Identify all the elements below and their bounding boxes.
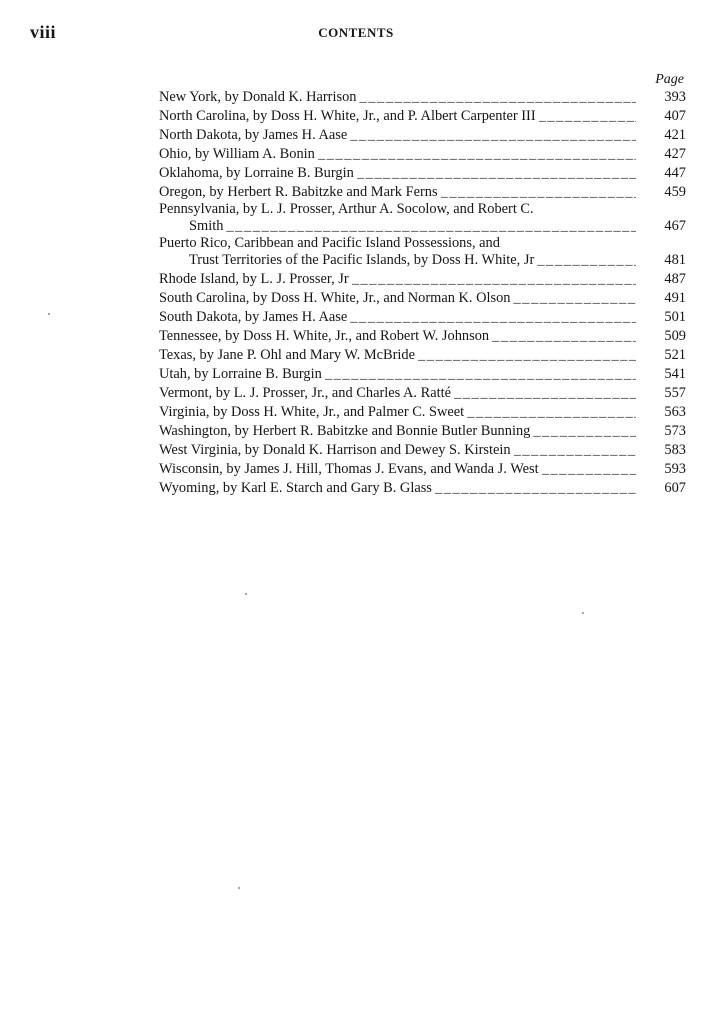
toc-page-number: 447 (664, 165, 686, 181)
dot-leader (514, 442, 636, 459)
toc-page-number: 481 (664, 252, 686, 268)
toc-entry-text (159, 235, 646, 269)
toc-entry-text (159, 366, 646, 383)
toc-entry-line (159, 184, 646, 201)
toc-page-number: 563 (664, 404, 686, 420)
toc-entry (159, 163, 686, 182)
toc-entry-title: North Carolina, by Doss H. White, Jr., and P. Albert Carpenter III (159, 108, 536, 124)
toc-entry-title: Vermont, by L. J. Prosser, Jr., and Charles A. Ratté (159, 385, 451, 401)
dot-leader (435, 480, 636, 497)
scan-speck (48, 313, 50, 315)
dot-leader (513, 290, 636, 307)
toc-entry-text (159, 108, 646, 125)
toc-entries (159, 87, 686, 497)
toc-entry-line (159, 442, 646, 459)
toc-entry-title: Oregon, by Herbert R. Babitzke and Mark Ferns (159, 184, 438, 200)
toc-page-number: 427 (664, 146, 686, 162)
toc-page-number: 467 (664, 218, 686, 234)
dot-leader (542, 461, 636, 478)
toc-entry (159, 182, 686, 201)
toc-entry-line (159, 480, 646, 497)
toc-entry (159, 307, 686, 326)
dot-leader (539, 108, 636, 125)
toc-entry-title: Wisconsin, by James J. Hill, Thomas J. Evans, and Wanda J. West (159, 461, 539, 477)
toc-entry-line (159, 290, 646, 307)
toc-entry-text (159, 146, 646, 163)
toc-entry-title: Pennsylvania, by L. J. Prosser, Arthur A. Socolow, and Robert C. (159, 201, 534, 217)
toc-entry-line (159, 165, 646, 182)
toc-page-number: 459 (664, 184, 686, 200)
toc-entry-line (159, 108, 646, 125)
toc-entry-title: Oklahoma, by Lorraine B. Burgin (159, 165, 354, 181)
toc-entry (159, 269, 686, 288)
toc-entry (159, 235, 686, 269)
toc-entry-text (159, 480, 646, 497)
running-head: CONTENTS (318, 25, 394, 40)
toc-entry-line (159, 309, 646, 326)
toc-entry-continuation-line (159, 252, 646, 269)
toc-entry-text (159, 347, 646, 364)
toc-entry-title: South Dakota, by James H. Aase (159, 309, 348, 325)
dot-leader (357, 165, 636, 182)
toc-entry-line (159, 461, 646, 478)
dot-leader (454, 385, 636, 402)
toc-entry-title: Ohio, by William A. Bonin (159, 146, 315, 162)
toc-entry (159, 106, 686, 125)
dot-leader (537, 252, 636, 269)
toc-entry (159, 440, 686, 459)
dot-leader (359, 89, 636, 106)
toc-page-number: 541 (664, 366, 686, 382)
toc-entry-line (159, 235, 646, 252)
toc-entry-text (159, 290, 646, 307)
dot-leader (325, 366, 636, 383)
toc-entry-line (159, 201, 646, 218)
toc-page-number: 557 (664, 385, 686, 401)
toc-page-number: 607 (664, 480, 686, 496)
toc-entry-line (159, 127, 646, 144)
toc-page-number: 573 (664, 423, 686, 439)
toc-entry-text (159, 309, 646, 326)
toc-entry-text (159, 271, 646, 288)
dot-leader (350, 127, 636, 144)
toc-entry-text (159, 442, 646, 459)
toc-entry (159, 201, 686, 235)
toc-entry-title: Texas, by Jane P. Ohl and Mary W. McBride (159, 347, 415, 363)
toc-entry-title: Rhode Island, by L. J. Prosser, Jr (159, 271, 349, 287)
toc-entry-line (159, 347, 646, 364)
dot-leader (226, 218, 636, 235)
toc-entry-text (159, 165, 646, 182)
toc-entry-continuation-line (159, 218, 646, 235)
toc-entry-line (159, 89, 646, 106)
toc-entry (159, 125, 686, 144)
toc-entry-title: Trust Territories of the Pacific Islands, by Doss H. White, Jr (189, 252, 535, 268)
toc-entry-text (159, 328, 646, 345)
dot-leader (467, 404, 636, 421)
toc-page-number: 487 (664, 271, 686, 287)
toc-page-number: 421 (664, 127, 686, 143)
toc-page-number: 509 (664, 328, 686, 344)
scan-speck (582, 612, 584, 614)
dot-leader (492, 328, 636, 345)
toc-entry-line (159, 385, 646, 402)
toc-page-number: 501 (664, 309, 686, 325)
toc-page-number: 393 (664, 89, 686, 105)
toc-page-number: 583 (664, 442, 686, 458)
table-of-contents (159, 72, 686, 497)
toc-entry-title: Puerto Rico, Caribbean and Pacific Island Possessions, and (159, 235, 500, 251)
toc-entry-title: Virginia, by Doss H. White, Jr., and Palmer C. Sweet (159, 404, 465, 420)
toc-entry-text (159, 423, 646, 440)
toc-entry (159, 364, 686, 383)
toc-entry (159, 402, 686, 421)
toc-page-number: 521 (664, 347, 686, 363)
toc-entry-line (159, 146, 646, 163)
toc-page-number: 593 (664, 461, 686, 477)
toc-entry-line (159, 423, 646, 440)
dot-leader (441, 184, 636, 201)
page-number: viii (30, 22, 57, 42)
toc-entry-text (159, 404, 646, 421)
toc-entry-title: Wyoming, by Karl E. Starch and Gary B. Glass (159, 480, 432, 496)
toc-entry-line (159, 328, 646, 345)
toc-entry (159, 459, 686, 478)
toc-entry-line (159, 404, 646, 421)
toc-entry-title: Washington, by Herbert R. Babitzke and Bonnie Butler Bunning (159, 423, 531, 439)
toc-entry (159, 383, 686, 402)
dot-leader (318, 146, 636, 163)
toc-entry (159, 478, 686, 497)
dot-leader (350, 309, 636, 326)
toc-entry-text (159, 461, 646, 478)
toc-page-number: 407 (664, 108, 686, 124)
toc-entry (159, 326, 686, 345)
toc-entry-title: South Carolina, by Doss H. White, Jr., and Norman K. Olson (159, 290, 511, 306)
toc-entry-title: North Dakota, by James H. Aase (159, 127, 348, 143)
toc-page-number: 491 (664, 290, 686, 306)
scan-speck (238, 887, 240, 889)
toc-entry-text (159, 184, 646, 201)
scan-speck (245, 593, 247, 595)
toc-entry-line (159, 271, 646, 288)
toc-entry-title: Utah, by Lorraine B. Burgin (159, 366, 322, 382)
dot-leader (533, 423, 636, 440)
toc-entry-text (159, 89, 646, 106)
toc-entry-title: New York, by Donald K. Harrison (159, 89, 357, 105)
toc-entry (159, 87, 686, 106)
toc-entry-title: Tennessee, by Doss H. White, Jr., and Robert W. Johnson (159, 328, 490, 344)
page-column-label: Page (655, 72, 684, 87)
dot-leader (418, 347, 636, 364)
toc-entry (159, 345, 686, 364)
toc-entry-line (159, 366, 646, 383)
toc-entry-text (159, 385, 646, 402)
toc-entry-text (159, 127, 646, 144)
dot-leader (352, 271, 636, 288)
toc-entry (159, 421, 686, 440)
toc-entry (159, 288, 686, 307)
toc-entry-text (159, 201, 646, 235)
toc-entry-title: West Virginia, by Donald K. Harrison and Dewey S. Kirstein (159, 442, 511, 458)
toc-entry (159, 144, 686, 163)
toc-entry-title: Smith (189, 218, 224, 234)
